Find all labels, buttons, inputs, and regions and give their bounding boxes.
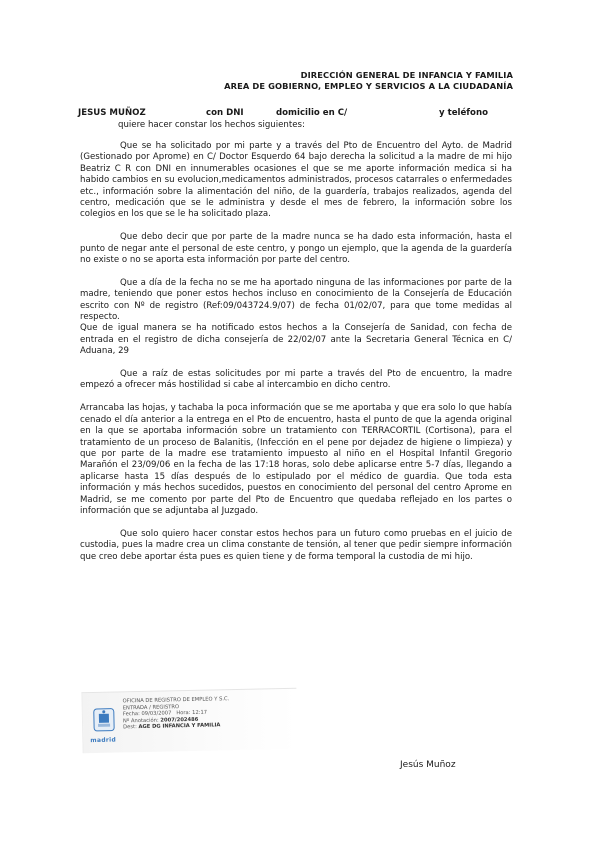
stamp-entry: ENTRADA / REGISTRO: [122, 703, 180, 711]
paragraph-5: Que a raíz de estas solicitudes por mi parte a través del Pto de encuentro, la madre empezó a ofrecer más hostilidad si cabe al intercambio en dicho centro.: [80, 369, 512, 391]
stamp-fecha-label: Fecha:: [122, 711, 140, 718]
intro-statement: quiere hacer constar los hechos siguientes:: [118, 119, 305, 130]
stamp-text: [123, 695, 294, 732]
author-name: JESUS MUÑOZ: [78, 108, 146, 118]
telefono-label: y teléfono: [439, 108, 488, 118]
intro-identity-row: [78, 108, 518, 120]
signature: Jesús Muñoz: [400, 760, 456, 770]
stamp-dest-value: AGE DG INFANCIA Y FAMILIA: [138, 722, 221, 731]
registry-stamp: [81, 688, 297, 753]
madrid-coat-of-arms-icon: [91, 707, 118, 734]
paragraph-7: Que solo quiero hacer constar estos hechos para un futuro como pruebas en el juicio de custodia, pues la madre crea un clima constante de tensión, al tener que pedir siempre información que creo debe aportar ésta pues es quien tiene y de forma temporal la custodia de mi hijo.: [80, 528, 512, 562]
intro-block: [78, 108, 518, 131]
stamp-hora-label: Hora:: [176, 710, 191, 717]
stamp-fecha-value: 09/03/2007: [141, 710, 172, 718]
stamp-office: OFICINA DE REGISTRO DE EMPLEO Y S.C.: [122, 696, 230, 705]
paragraph-3: Que a día de la fecha no se me ha aportado ninguna de las informaciones por parte de la madre, teniendo que poner estos hechos incluso en conocimiento de la Consejería de Educación escrito con Nº de registro (Ref:09/043724.9/07) de fecha 01/02/07, para que tome medidas al respecto.: [80, 277, 512, 323]
stamp-anotacion-value: 2007/202486: [160, 716, 199, 724]
stamp-dest-label: Dest:: [123, 724, 137, 731]
stamp-city: madrid: [90, 736, 117, 745]
paragraph-1: Que se ha solicitado por mi parte y a través del Pto de Encuentro del Ayto. de Madrid (Gestionado por Aprome) en C/ Doctor Esquerdo 64 bajo derecha la solicitud a la madre de mi hijo Beatriz C R con DNI en innumerables ocasiones el que se me aporte información medica si ha habido cambios en su evolucion,medicamentos administrados, procesos catarrales o enfermedades etc., información sobre la alimentación del niño, de la guardería, trabajos realizados, agenda del centro, medicación que se le administra y desde el mes de febrero, la información sobre los colegios en los que se le ha solicitado plaza.: [80, 141, 512, 220]
paragraph-6: Arrancaba las hojas, y tachaba la poca información que se me aportaba y que era solo lo que había cenado el día anterior a la entrega en el Pto de encuentro, hasta el punto de que la agenda original en la que se aportaba información sobre un tratamiento con TERRACORTIL (Cortisona), para el tratamiento de un proceso de Balanitis, (Infección en el pene por dejadez de higiene o limpieza) y que por parte de la madre ese tratamiento impuesto al niño en el Hospital Infantil Gregorio Marañón el 23/09/06 en la fecha de las 17:18 horas, solo debe aplicarse entre 5-7 días, llegando a aplicarse hasta 15 días después de lo estipulado por el médico de guardia. Que toda esta información y más hechos sucedidos, puestos en conocimiento del personal del centro Aprome en Madrid, se me comento por parte del Pto de Encuentro que quedaba reflejado en los partes o información que se adjuntaba al Juzgado.: [80, 403, 512, 516]
paragraph-4: Que de igual manera se ha notificado estos hechos a la Consejería de Sanidad, con fecha de entrada en el registro de dicha consejería de 22/02/07 ante la Secretaria General Técnica en C/ Aduana, 29: [80, 323, 512, 357]
stamp-anotacion-label: Nº Anotación:: [122, 717, 159, 725]
domicilio-label: domicilio en C/: [276, 108, 348, 118]
dni-label: con DNI: [206, 108, 244, 118]
header-line-1: DIRECCIÓN GENERAL DE INFANCIA Y FAMILIA: [300, 70, 513, 80]
paragraph-2: Que debo decir que por parte de la madre nunca se ha dado esta información, hasta el punto de negar ante el personal de este centro, y pongo un ejemplo, que la agenda de la guardería no existe o no se aporta esta información por parte del centro.: [80, 232, 512, 266]
letter-body: [80, 141, 512, 574]
header-line-2: AREA DE GOBIERNO, EMPLEO Y SERVICIOS A LA CIUDADANÍA: [224, 81, 513, 91]
letterhead: [224, 70, 513, 92]
stamp-hora-value: 12:17: [192, 709, 208, 717]
